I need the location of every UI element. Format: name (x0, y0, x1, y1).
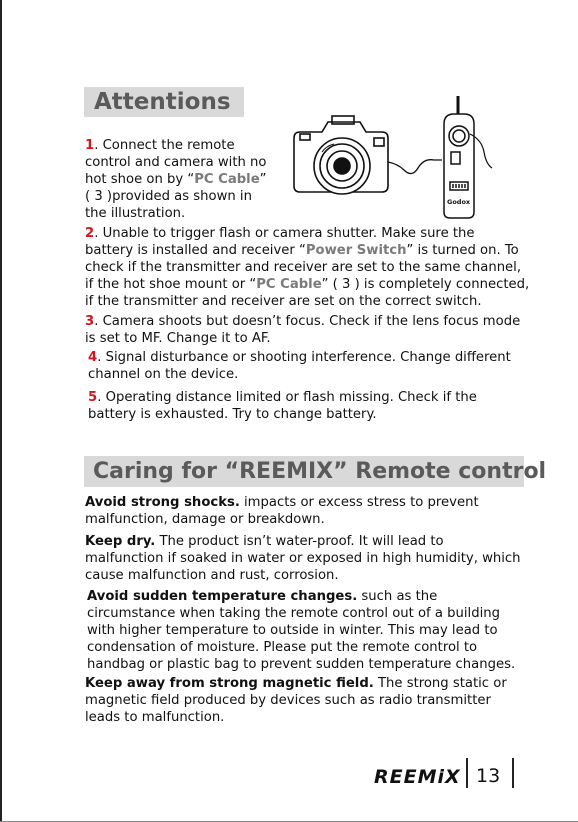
care-3-heading: Avoid sudden temperature changes. (87, 589, 358, 604)
care-1-heading: Avoid strong shocks. (85, 495, 240, 510)
camera-remote-illustration (286, 94, 498, 220)
item-2-line-3: check if the transmitter and receiver are set to the same channel, (85, 260, 522, 275)
care-keep-dry (85, 533, 521, 584)
item-1-line-2: control and camera with no (85, 155, 267, 170)
item-2-text: ” ( 3 ) is completely connected, (321, 277, 530, 292)
care-temperature (87, 588, 515, 673)
attention-item-2 (85, 225, 529, 310)
care-3-line-3: with higher temperature to outside in winter. This may lead to (87, 623, 498, 638)
item-2-line-2 (85, 242, 529, 259)
item-2-line-5: if the transmitter and receiver are set on the correct switch. (85, 294, 482, 309)
care-3-line-4: condensation of moisture. Please put the remote control to (87, 640, 478, 655)
care-2-line-2: malfunction if soaked in water or exposed in high humidity, which (85, 551, 521, 566)
item-2-text: ” is turned on. To (406, 243, 519, 258)
item-5-line-2: battery is exhausted. Try to change battery. (88, 407, 377, 422)
item-3-text: . Camera shoots but doesn’t focus. Check if the lens focus mode (94, 314, 521, 329)
care-1-line-1 (85, 494, 479, 511)
item-3-line-2: is set to MF. Change it to AF. (85, 331, 271, 346)
item-5-number: 5 (88, 390, 98, 405)
care-1-line-2: malfunction, damage or breakdown. (85, 512, 325, 527)
care-3-line-5: handbag or plastic bag to prevent sudden temperature changes. (87, 657, 516, 672)
care-3-line-2: circumstance when taking the remote control out of a building (87, 606, 500, 621)
care-4-line-2: magnetic field produced by devices such as radio transmitter (85, 693, 491, 708)
care-4-text: The strong static or (373, 676, 507, 691)
care-4-line-3: leads to malfunction. (85, 710, 225, 725)
care-2-text: The product isn’t water-proof. It will lead to (155, 534, 444, 549)
footer-divider-right (512, 758, 514, 788)
item-4-line-2: channel on the device. (88, 367, 239, 382)
footer-divider-left (466, 758, 468, 788)
item-4-number: 4 (88, 350, 98, 365)
item-2-line-1 (85, 225, 529, 242)
item-2-line-4 (85, 276, 529, 293)
item-2-number: 2 (85, 226, 95, 241)
care-2-heading: Keep dry. (85, 534, 156, 549)
care-3-text: such as the (357, 589, 438, 604)
item-3-line-1 (85, 313, 520, 330)
page-number: 13 (476, 765, 501, 787)
care-3-line-1 (87, 588, 515, 605)
item-1-line-1 (85, 137, 267, 154)
attention-item-3 (85, 313, 520, 347)
care-magnetic-field (85, 675, 507, 726)
care-4-heading: Keep away from strong magnetic field. (85, 676, 374, 691)
item-1-line-3 (85, 171, 267, 188)
item-4-line-1 (88, 349, 511, 366)
item-1-text: . Connect the remote (94, 138, 235, 153)
care-1-text: impacts or excess stress to prevent (239, 495, 479, 510)
care-2-line-3: cause malfunction and rust, corrosion. (85, 568, 339, 583)
care-2-line-1 (85, 533, 521, 550)
item-3-number: 3 (85, 314, 95, 329)
pc-cable-icon (388, 160, 442, 174)
item-2-text: . Unable to trigger flash or camera shutter. Make sure the (94, 226, 475, 241)
care-4-line-1 (85, 675, 507, 692)
item-5-line-1 (88, 389, 477, 406)
item-1-number: 1 (85, 138, 95, 153)
item-1-text: ” (259, 172, 267, 187)
attention-item-1 (85, 137, 267, 222)
page-left-border (0, 0, 2, 822)
item-1-line-5: the illustration. (85, 206, 186, 221)
item-4-text: . Signal disturbance or shooting interference. Change different (97, 350, 511, 365)
caring-heading: Caring for “REEMIX” Remote control (84, 456, 524, 487)
attention-item-4 (88, 349, 511, 383)
item-1-text: hot shoe on by “ (85, 172, 195, 187)
care-avoid-shocks (85, 494, 479, 528)
item-2-text: if the hot shoe mount or “ (85, 277, 257, 292)
pc-cable-label: PC Cable (194, 172, 260, 187)
attentions-heading: Attentions (84, 87, 244, 117)
item-1-line-4: ( 3 )provided as shown in (85, 189, 252, 204)
camera-icon (294, 116, 388, 194)
godox-logo: Godox (447, 198, 471, 206)
power-switch-label: Power Switch (305, 243, 407, 258)
attention-item-5 (88, 389, 477, 423)
item-2-text: battery is installed and receiver “ (85, 243, 306, 258)
pc-cable-label: PC Cable (256, 277, 322, 292)
reemix-logo: REEMiX (374, 766, 461, 788)
item-5-text: . Operating distance limited or flash missing. Check if the (97, 390, 477, 405)
